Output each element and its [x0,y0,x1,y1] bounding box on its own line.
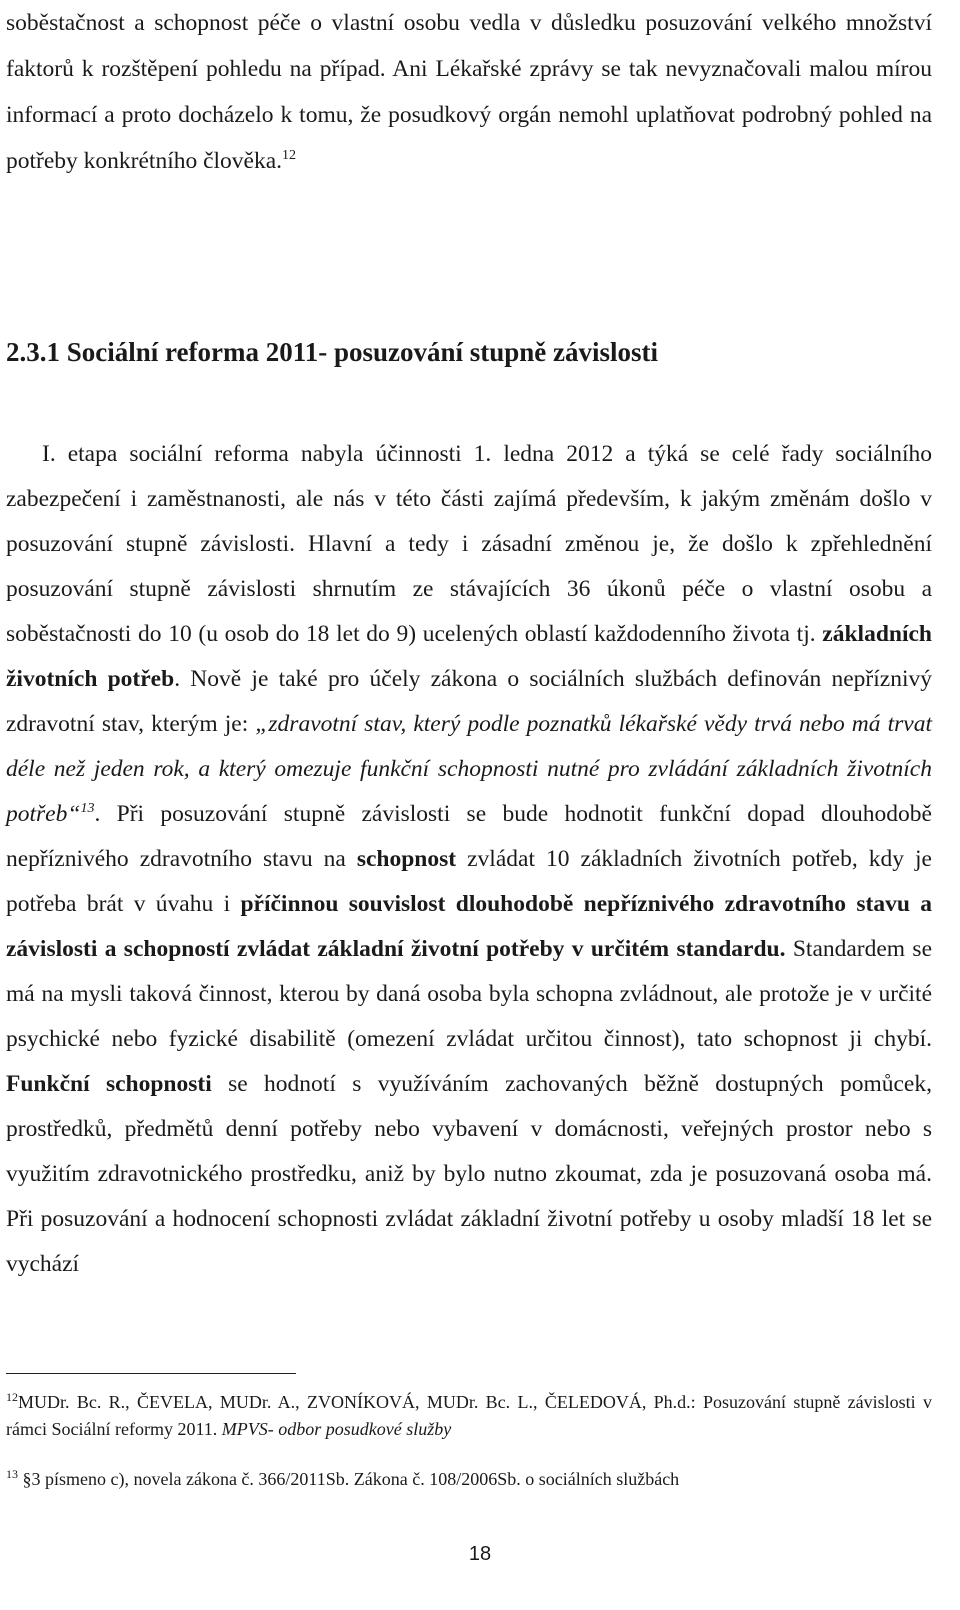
main-text-3: . Při posuzování stupně závislosti se bude hodnotit funkční dopad dlouhodobě nepříznivého zdravotního stavu na [6,801,932,872]
footnote-12 [6,1389,932,1443]
footnote-12-number: 12 [6,1390,18,1404]
bold-causal-link: příčinnou souvislost dlouhodobě nepříznivého zdravotního stavu a závislosti a schopností zvládat základní životní potřeby v určitém standardu. [6,891,932,962]
main-text-2: . Nově je také pro účely zákona o sociálních službách definován nepříznivý zdravotní stav, kterým je: [6,666,932,737]
section-heading: 2.3.1 Sociální reforma 2011- posuzování stupně závislosti [6,337,659,367]
footnote-separator [6,1373,296,1374]
bold-ability: schopnost [356,846,457,872]
footnote-12-italic: MPVS- odbor posudkové služby [221,1419,452,1439]
bold-basic-needs: základních životních potřeb [6,621,932,692]
main-text-4: zvládat 10 základních životních potřeb, kdy je potřeba brát v úvahu i [6,846,932,917]
definition-quote: zdravotní stav, který podle poznatků lékařské vědy trvá nebo má trvat déle než jeden rok, a který omezuje funkční schopnosti nutné pro zvládání základních životních potřeb [6,711,932,827]
footnote-ref-12[interactable]: 12 [282,148,297,164]
top-paragraph-text: soběstačnost a schopnost péče o vlastní osobu vedla v důsledku posuzování velkého množství faktorů k rozštěpení pohledu na případ. Ani Lékařské zprávy se tak nevyznačovali malou mírou informací a proto docházelo k tomu, že posudkový orgán nemohl uplatňovat podrobný pohled na potřeby konkrétního člověka. [6,10,932,174]
footnote-12-text: MUDr. Bc. R., ČEVELA, MUDr. A., ZVONÍKOVÁ, MUDr. Bc. L., ČELEDOVÁ, Ph.d.: Posuzování stupně závislosti v rámci Sociální reformy 2011. [6,1392,932,1439]
footnote-13 [6,1466,932,1493]
quote-close: “ [67,801,81,827]
footnote-13-number: 13 [6,1467,18,1481]
main-text-5: Standardem se má na mysli taková činnost, kterou by daná osoba byla schopna zvládnout, ale protože je v určité psychické nebo fyzické disabilitě (omezení zvládat určitou činnost), tato schopnost ji chybí. [6,936,932,1052]
top-paragraph [6,0,932,184]
footnote-ref-13[interactable] [80,801,94,816]
footnote-ref-13-label: 13 [80,801,95,817]
main-text-1: I. etapa sociální reforma nabyla účinnosti 1. ledna 2012 a týká se celé řady sociálního zabezpečení i zaměstnanosti, ale nás v této části zajímá především, k jakým změnám došlo v posuzování stupně závislosti. Hlavní a tedy i zásadní změnou je, že došlo k zpřehlednění posuzování stupně závislosti shrnutím ze stávajících 36 úkonů péče o vlastní osobu a soběstačnosti do 10 (u osob do 18 let do 9) ucelených oblastí každodenního života tj. [6,441,932,647]
page-number: 18 [468,1543,492,1565]
bold-functional-abilities: Funkční schopnosti [6,1071,212,1097]
footnote-13-text: §3 písmeno c), novela zákona č. 366/2011Sb. Zákona č. 108/2006Sb. o sociálních službách [22,1469,680,1489]
main-text-6: se hodnotí s využíváním zachovaných běžně dostupných pomůcek, prostředků, předmětů denní potřeby nebo vybavení v domácnosti, veřejných prostor nebo s využitím zdravotnického prostředku, aniž by bylo nutno zkoumat, zda je posuzovaná osoba má. Při posuzování a hodnocení schopnosti zvládat základní životní potřeby u osoby mladší 18 let se vychází [6,1071,932,1277]
main-paragraph [6,432,932,1287]
quote-open: „ [255,711,269,737]
